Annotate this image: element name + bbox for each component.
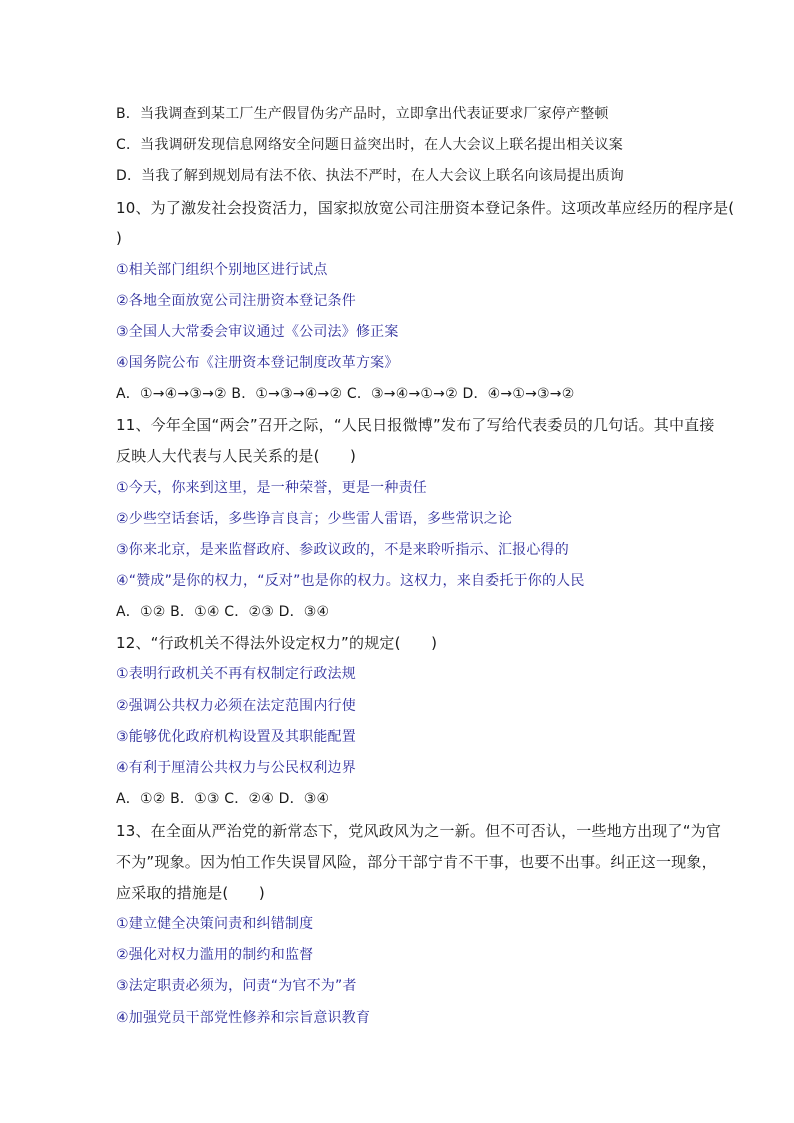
q12-choices: A．①② B．①③ C．②④ D．③④ xyxy=(116,791,330,807)
q13-item-3: ③法定职责必须为，问责“为官不为”者 xyxy=(116,978,357,994)
q11-choices: A．①② B．①④ C．②③ D．③④ xyxy=(116,604,330,620)
option-b-line: B．当我调查到某工厂生产假冒伪劣产品时，立即拿出代表证要求厂家停产整顿 xyxy=(116,106,609,122)
q11-item-3: ③你来北京，是来监督政府、参政议政的，不是来聆听指示、汇报心得的 xyxy=(116,542,569,558)
q10-choices: A．①→④→③→② B．①→③→④→② C．③→④→①→② D．④→①→③→② xyxy=(116,386,575,402)
question-13-stem-cont-2: 应采取的措施是( ) xyxy=(116,884,265,902)
option-c-line: C．当我调研发现信息网络安全问题日益突出时，在人大会议上联名提出相关议案 xyxy=(116,137,623,153)
option-d-line: D．当我了解到规划局有法不依、执法不严时，在人大会议上联名向该局提出质询 xyxy=(116,168,624,184)
q12-item-4: ④有利于厘清公共权力与公民权利边界 xyxy=(116,760,356,776)
q10-item-3: ③全国人大常委会审议通过《公司法》修正案 xyxy=(116,324,399,340)
question-11-stem-cont: 反映人大代表与人民关系的是( ) xyxy=(116,447,357,465)
q10-item-4: ④国务院公布《注册资本登记制度改革方案》 xyxy=(116,355,399,371)
q11-item-4: ④“赞成”是你的权力，“反对”也是你的权力。这权力，来自委托于你的人民 xyxy=(116,573,585,589)
q10-item-2: ②各地全面放宽公司注册资本登记条件 xyxy=(116,293,356,309)
question-11-stem: 11、今年全国“两会”召开之际，“人民日报微博”发布了写给代表委员的几句话。其中直接 xyxy=(116,416,715,434)
q13-item-4: ④加强党员干部党性修养和宗旨意识教育 xyxy=(116,1010,371,1026)
question-13-stem: 13、在全面从严治党的新常态下，党风政风为之一新。但不可否认，一些地方出现了“为官 xyxy=(116,822,722,840)
q12-item-3: ③能够优化政府机构设置及其职能配置 xyxy=(116,729,356,745)
q11-item-1: ①今天，你来到这里，是一种荣誉，更是一种责任 xyxy=(116,480,427,496)
question-13-stem-cont-1: 不为”现象。因为怕工作失误冒风险，部分干部宁肯不干事，也要不出事。纠正这一现象， xyxy=(116,853,717,871)
q11-item-2: ②少些空话套话，多些诤言良言；少些雷人雷语，多些常识之论 xyxy=(116,511,513,527)
question-10-stem-cont: ) xyxy=(116,229,123,247)
q10-item-1: ①相关部门组织个别地区进行试点 xyxy=(116,262,328,278)
question-10-stem: 10、为了激发社会投资活力，国家拟放宽公司注册资本登记条件。这项改革应经历的程序是( xyxy=(116,199,735,217)
q12-item-2: ②强调公共权力必须在法定范围内行使 xyxy=(116,698,356,714)
q12-item-1: ①表明行政机关不再有权制定行政法规 xyxy=(116,666,356,682)
q13-item-2: ②强化对权力滥用的制约和监督 xyxy=(116,947,314,963)
question-12-stem: 12、“行政机关不得法外设定权力”的规定( ) xyxy=(116,634,438,652)
q13-item-1: ①建立健全决策问责和纠错制度 xyxy=(116,916,314,932)
